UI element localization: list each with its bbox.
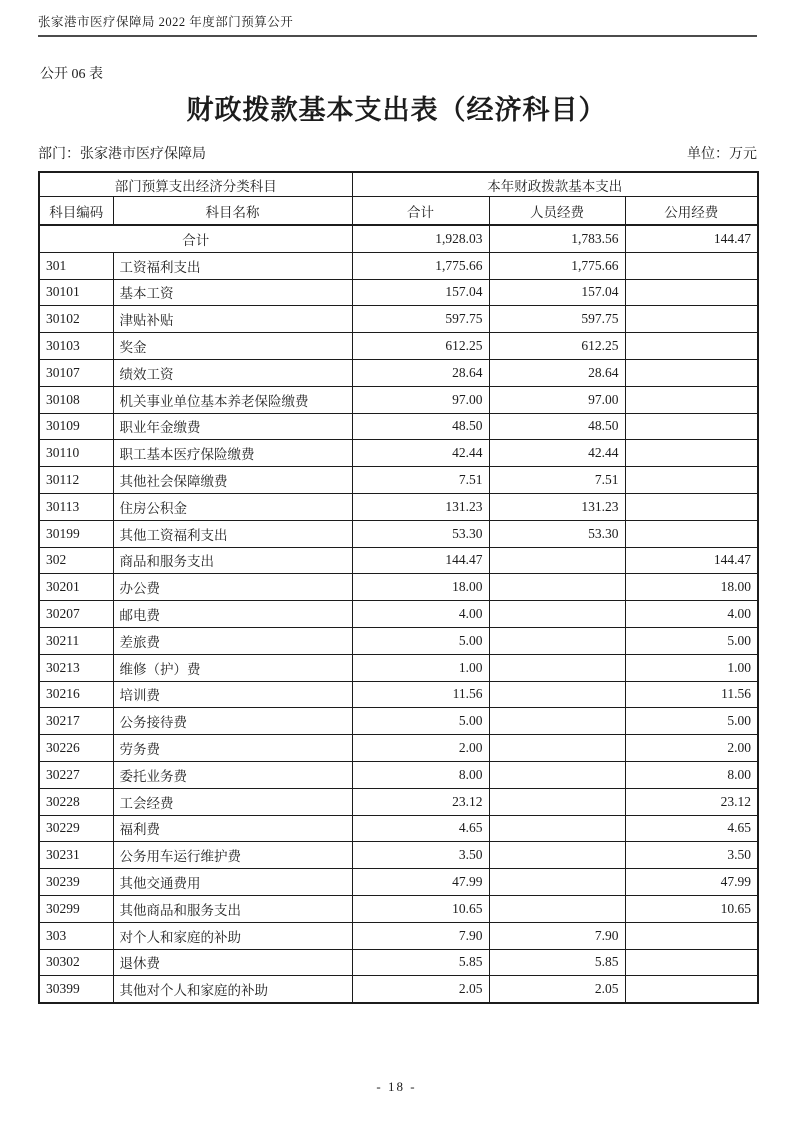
cell-public: [625, 440, 758, 467]
summary-row: [39, 225, 758, 252]
cell-total: 5.85: [352, 949, 489, 976]
cell-code: 30109: [39, 413, 113, 440]
cell-name: 维修（护）费: [113, 654, 352, 681]
cell-total: 97.00: [352, 386, 489, 413]
cell-code: 301: [39, 252, 113, 279]
cell-code: 303: [39, 922, 113, 949]
cell-code: 30110: [39, 440, 113, 467]
cell-public: 2.00: [625, 735, 758, 762]
cell-name: 差旅费: [113, 627, 352, 654]
cell-code: 30229: [39, 815, 113, 842]
cell-name: 基本工资: [113, 279, 352, 306]
cell-name: 邮电费: [113, 601, 352, 628]
cell-total: 11.56: [352, 681, 489, 708]
cell-public: 3.50: [625, 842, 758, 869]
cell-name: 奖金: [113, 333, 352, 360]
table-row: [39, 413, 758, 440]
cell-name: 公务用车运行维护费: [113, 842, 352, 869]
cell-total: 597.75: [352, 306, 489, 333]
cell-public: [625, 359, 758, 386]
cell-total: 131.23: [352, 493, 489, 520]
cell-total: 7.90: [352, 922, 489, 949]
table-row: [39, 601, 758, 628]
cell-name: 绩效工资: [113, 359, 352, 386]
meta-row: [38, 143, 757, 163]
summary-public-cell: 144.47: [625, 225, 758, 252]
cell-code: 30299: [39, 895, 113, 922]
table-row: [39, 949, 758, 976]
table-row: [39, 359, 758, 386]
cell-personnel: [489, 654, 625, 681]
cell-total: 23.12: [352, 788, 489, 815]
cell-personnel: 157.04: [489, 279, 625, 306]
cell-name: 商品和服务支出: [113, 547, 352, 574]
cell-total: 4.00: [352, 601, 489, 628]
cell-total: 18.00: [352, 574, 489, 601]
cell-name: 职业年金缴费: [113, 413, 352, 440]
cell-public: 5.00: [625, 708, 758, 735]
table-row: [39, 976, 758, 1003]
table-row: [39, 869, 758, 896]
cell-personnel: [489, 574, 625, 601]
cell-total: 157.04: [352, 279, 489, 306]
table-row: [39, 681, 758, 708]
cell-public: [625, 493, 758, 520]
cell-total: 5.00: [352, 627, 489, 654]
cell-code: 30207: [39, 601, 113, 628]
cell-personnel: [489, 815, 625, 842]
cell-personnel: 1,775.66: [489, 252, 625, 279]
cell-name: 办公费: [113, 574, 352, 601]
table-row: [39, 788, 758, 815]
cell-name: 委托业务费: [113, 761, 352, 788]
col-header-public: 公用经费: [625, 197, 758, 226]
cell-code: 30107: [39, 359, 113, 386]
cell-name: 其他社会保障缴费: [113, 467, 352, 494]
cell-total: 8.00: [352, 761, 489, 788]
table-row: [39, 252, 758, 279]
table-row: [39, 547, 758, 574]
cell-name: 其他对个人和家庭的补助: [113, 976, 352, 1003]
cell-total: 53.30: [352, 520, 489, 547]
cell-public: [625, 467, 758, 494]
cell-personnel: [489, 708, 625, 735]
cell-personnel: [489, 681, 625, 708]
cell-code: 30112: [39, 467, 113, 494]
cell-personnel: [489, 627, 625, 654]
cell-public: 47.99: [625, 869, 758, 896]
cell-personnel: [489, 761, 625, 788]
page-title: 财政拨款基本支出表（经济科目）: [186, 95, 607, 125]
table-row: [39, 815, 758, 842]
cell-personnel: 612.25: [489, 333, 625, 360]
unit-label: 单位：万元: [687, 147, 757, 162]
cell-total: 1,775.66: [352, 252, 489, 279]
cell-total: 28.64: [352, 359, 489, 386]
cell-code: 30239: [39, 869, 113, 896]
table-row: [39, 493, 758, 520]
table-row: [39, 440, 758, 467]
cell-public: [625, 520, 758, 547]
cell-code: 30231: [39, 842, 113, 869]
cell-total: 3.50: [352, 842, 489, 869]
cell-code: 302: [39, 547, 113, 574]
cell-personnel: 53.30: [489, 520, 625, 547]
cell-name: 工资福利支出: [113, 252, 352, 279]
form-label: 公开 06 表: [40, 67, 103, 82]
cell-code: 30101: [39, 279, 113, 306]
cell-personnel: [489, 735, 625, 762]
cell-personnel: 7.51: [489, 467, 625, 494]
table-row: [39, 735, 758, 762]
cell-name: 其他交通费用: [113, 869, 352, 896]
table-row: [39, 627, 758, 654]
table-body: [39, 225, 758, 1003]
cell-code: 30302: [39, 949, 113, 976]
cell-public: [625, 306, 758, 333]
cell-name: 劳务费: [113, 735, 352, 762]
cell-code: 30217: [39, 708, 113, 735]
cell-public: 1.00: [625, 654, 758, 681]
table-row: [39, 279, 758, 306]
cell-public: 5.00: [625, 627, 758, 654]
table-row: [39, 574, 758, 601]
cell-name: 公务接待费: [113, 708, 352, 735]
col-header-personnel: 人员经费: [489, 197, 625, 226]
cell-public: [625, 279, 758, 306]
cell-name: 其他商品和服务支出: [113, 895, 352, 922]
cell-code: 30216: [39, 681, 113, 708]
cell-name: 福利费: [113, 815, 352, 842]
cell-name: 培训费: [113, 681, 352, 708]
col-header-total: 合计: [352, 197, 489, 226]
cell-public: [625, 413, 758, 440]
cell-public: [625, 386, 758, 413]
cell-personnel: 28.64: [489, 359, 625, 386]
header-group-expenditure: 本年财政拨款基本支出: [352, 172, 758, 197]
table-row: [39, 922, 758, 949]
cell-public: 4.00: [625, 601, 758, 628]
cell-public: 8.00: [625, 761, 758, 788]
cell-code: 30211: [39, 627, 113, 654]
cell-public: [625, 252, 758, 279]
cell-public: 10.65: [625, 895, 758, 922]
cell-code: 30228: [39, 788, 113, 815]
cell-public: 11.56: [625, 681, 758, 708]
cell-public: 4.65: [625, 815, 758, 842]
table-header-group-row: [39, 172, 758, 197]
table-row: [39, 842, 758, 869]
table-row: [39, 520, 758, 547]
table-row: [39, 654, 758, 681]
cell-personnel: 48.50: [489, 413, 625, 440]
cell-name: 职工基本医疗保险缴费: [113, 440, 352, 467]
cell-personnel: [489, 547, 625, 574]
cell-public: [625, 949, 758, 976]
cell-code: 30103: [39, 333, 113, 360]
page-number: - 18 -: [376, 1079, 417, 1094]
cell-total: 612.25: [352, 333, 489, 360]
cell-name: 退休费: [113, 949, 352, 976]
cell-personnel: [489, 869, 625, 896]
table-row: [39, 467, 758, 494]
cell-total: 5.00: [352, 708, 489, 735]
col-header-code: 科目编码: [39, 197, 113, 226]
cell-personnel: 5.85: [489, 949, 625, 976]
budget-table: [38, 171, 759, 1004]
table-row: [39, 386, 758, 413]
cell-public: 18.00: [625, 574, 758, 601]
cell-personnel: [489, 842, 625, 869]
cell-code: 30108: [39, 386, 113, 413]
cell-code: 30113: [39, 493, 113, 520]
cell-personnel: [489, 895, 625, 922]
cell-code: 30226: [39, 735, 113, 762]
cell-total: 7.51: [352, 467, 489, 494]
cell-personnel: 2.05: [489, 976, 625, 1003]
doc-header-rule: [38, 12, 757, 37]
summary-total-cell: 1,928.03: [352, 225, 489, 252]
cell-personnel: 42.44: [489, 440, 625, 467]
cell-personnel: 7.90: [489, 922, 625, 949]
header-group-classification: 部门预算支出经济分类科目: [39, 172, 352, 197]
cell-name: 对个人和家庭的补助: [113, 922, 352, 949]
cell-total: 2.00: [352, 735, 489, 762]
cell-public: [625, 333, 758, 360]
summary-label-cell: 合计: [39, 225, 352, 252]
table-header: [39, 172, 758, 225]
summary-personnel-cell: 1,783.56: [489, 225, 625, 252]
table-row: [39, 761, 758, 788]
cell-code: 30227: [39, 761, 113, 788]
cell-public: 144.47: [625, 547, 758, 574]
cell-name: 津贴补贴: [113, 306, 352, 333]
cell-personnel: 597.75: [489, 306, 625, 333]
cell-name: 工会经费: [113, 788, 352, 815]
col-header-name: 科目名称: [113, 197, 352, 226]
cell-total: 4.65: [352, 815, 489, 842]
cell-personnel: [489, 788, 625, 815]
cell-personnel: [489, 601, 625, 628]
cell-total: 1.00: [352, 654, 489, 681]
cell-name: 住房公积金: [113, 493, 352, 520]
table-row: [39, 708, 758, 735]
cell-total: 47.99: [352, 869, 489, 896]
cell-public: [625, 976, 758, 1003]
table-header-column-row: [39, 197, 758, 226]
cell-code: 30201: [39, 574, 113, 601]
cell-personnel: 131.23: [489, 493, 625, 520]
cell-total: 48.50: [352, 413, 489, 440]
table-row: [39, 306, 758, 333]
doc-header-text: 张家港市医疗保障局 2022 年度部门预算公开: [38, 15, 294, 29]
cell-name: 机关事业单位基本养老保险缴费: [113, 386, 352, 413]
cell-personnel: 97.00: [489, 386, 625, 413]
cell-total: 144.47: [352, 547, 489, 574]
cell-code: 30102: [39, 306, 113, 333]
cell-code: 30213: [39, 654, 113, 681]
table-row: [39, 333, 758, 360]
cell-total: 10.65: [352, 895, 489, 922]
department-label: 部门：张家港市医疗保障局: [38, 147, 206, 162]
cell-name: 其他工资福利支出: [113, 520, 352, 547]
cell-code: 30199: [39, 520, 113, 547]
cell-code: 30399: [39, 976, 113, 1003]
table-row: [39, 895, 758, 922]
cell-public: [625, 922, 758, 949]
cell-total: 2.05: [352, 976, 489, 1003]
cell-total: 42.44: [352, 440, 489, 467]
cell-public: 23.12: [625, 788, 758, 815]
